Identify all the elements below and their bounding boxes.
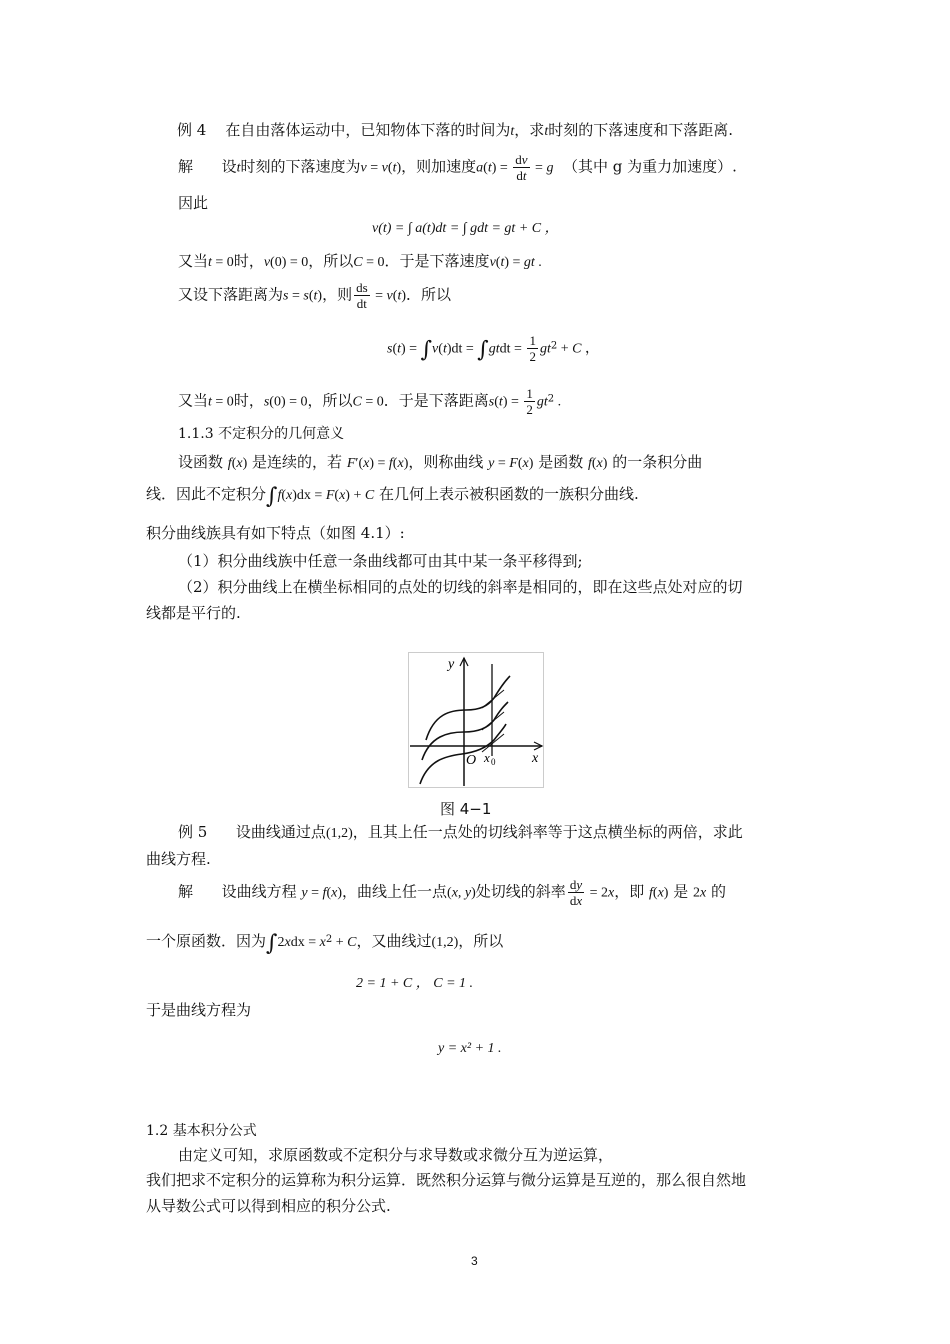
figure-caption: 图 4−1 xyxy=(440,800,492,818)
example-5-label: 例 5 xyxy=(178,823,208,841)
solution-4-line5: 又当t = 0时，s(0) = 0，所以C = 0．于是下落距离s(t) = $\frac{1}{2}$ $gt^2$ . xyxy=(178,386,562,417)
x0-subscript: 0 xyxy=(491,757,496,767)
example-4-label: 例 4 xyxy=(177,121,207,139)
page-number: 3 xyxy=(471,1254,478,1268)
y-axis-label: y xyxy=(448,657,455,672)
origin-label: O xyxy=(466,753,477,768)
section-1-1-3-para2: 线．因此不定积分∫f(x)dx = F(x) + C 在几何上表示被积函数的一族积分曲线. xyxy=(146,484,639,509)
solution-5-label: 解 xyxy=(178,882,194,901)
solution-4-line3: 又当t = 0时，v(0) = 0，所以C = 0．于是下落速度v(t) = gt . xyxy=(178,252,542,270)
example-4-statement: 例 4 在自由落体运动中，已知物体下落的时间为t，求t时刻的下落速度和下落距离. xyxy=(177,121,733,139)
section-1-2-para2: 我们把求不定积分的运算称为积分运算．既然积分运算与微分运算是互逆的，那么很自然地 xyxy=(146,1171,747,1189)
solution-5-line1: 解 设曲线方程 y = f(x)，曲线上任一点(x, y)处切线的斜率 $\frac{dy}{dx}$ = 2x，即 f(x) 是 2x 的 xyxy=(178,877,727,908)
equation-constant: 2 = 1 + C ， C = 1 . xyxy=(356,976,474,991)
integral-curves-figure xyxy=(408,652,544,788)
section-1-2-para1: 由定义可知，求原函数或不定积分与求导数或求微分互为逆运算， xyxy=(178,1146,614,1164)
section-1-1-3-para3: 积分曲线族具有如下特点（如图 4.1）: xyxy=(146,524,405,542)
solution-5-line3: 于是曲线方程为 xyxy=(146,1001,252,1019)
section-1-1-3-para1: 设函数 f(x) 是连续的，若 F′(x) = f(x)，则称曲线 y = F(x) 是函数 f(x) 的一条积分曲 xyxy=(178,453,703,471)
section-1-2-para3: 从导数公式可以得到相应的积分公式. xyxy=(146,1197,391,1215)
example-5-statement: 例 5 设曲线通过点(1,2)，且其上任一点处的切线斜率等于这点横坐标的两倍，求此 xyxy=(178,823,743,841)
solution-4-label: 解 xyxy=(178,157,194,176)
feature-item-2: （2）积分曲线上在横坐标相同的点处的切线的斜率是相同的，即在这些点处对应的切 xyxy=(178,578,743,596)
solution-5-line2: 一个原函数．因为$\int 2xdx = x^2 + C$，又曲线过(1,2)，所以 xyxy=(146,931,504,956)
equation-curve: y = x² + 1 . xyxy=(438,1041,502,1056)
solution-4-line4: 又设下落距离为s = s(t)，则 $\frac{ds}{dt}$ = v(t)．所以 xyxy=(178,280,452,311)
equation-velocity: v(t) = ∫ a(t)dt = ∫ gdt = gt + C ， xyxy=(372,221,559,236)
x-axis-label: x xyxy=(532,751,539,766)
equation-distance: s(t) = ∫v(t)dt = ∫gtdt = $\frac{1}{2}$ $gt^2 + C$ ， xyxy=(387,333,599,364)
section-1-1-3-heading: 1.1.3 不定积分的几何意义 xyxy=(178,426,345,442)
solution-4-line1: 解 设t时刻的下落速度为v = v(t)，则加速度a(t) = $\frac{dv}{dt}$ = g （其中 g 为重力加速度）. xyxy=(178,152,737,183)
feature-item-2-cont: 线都是平行的. xyxy=(146,604,241,622)
section-1-2-heading: 1.2 基本积分公式 xyxy=(146,1123,257,1139)
feature-item-1: （1）积分曲线族中任意一条曲线都可由其中某一条平移得到; xyxy=(178,552,583,570)
solution-4-therefore: 因此 xyxy=(178,194,209,212)
example-5-statement-cont: 曲线方程. xyxy=(146,850,211,868)
x0-label: x xyxy=(484,750,490,765)
